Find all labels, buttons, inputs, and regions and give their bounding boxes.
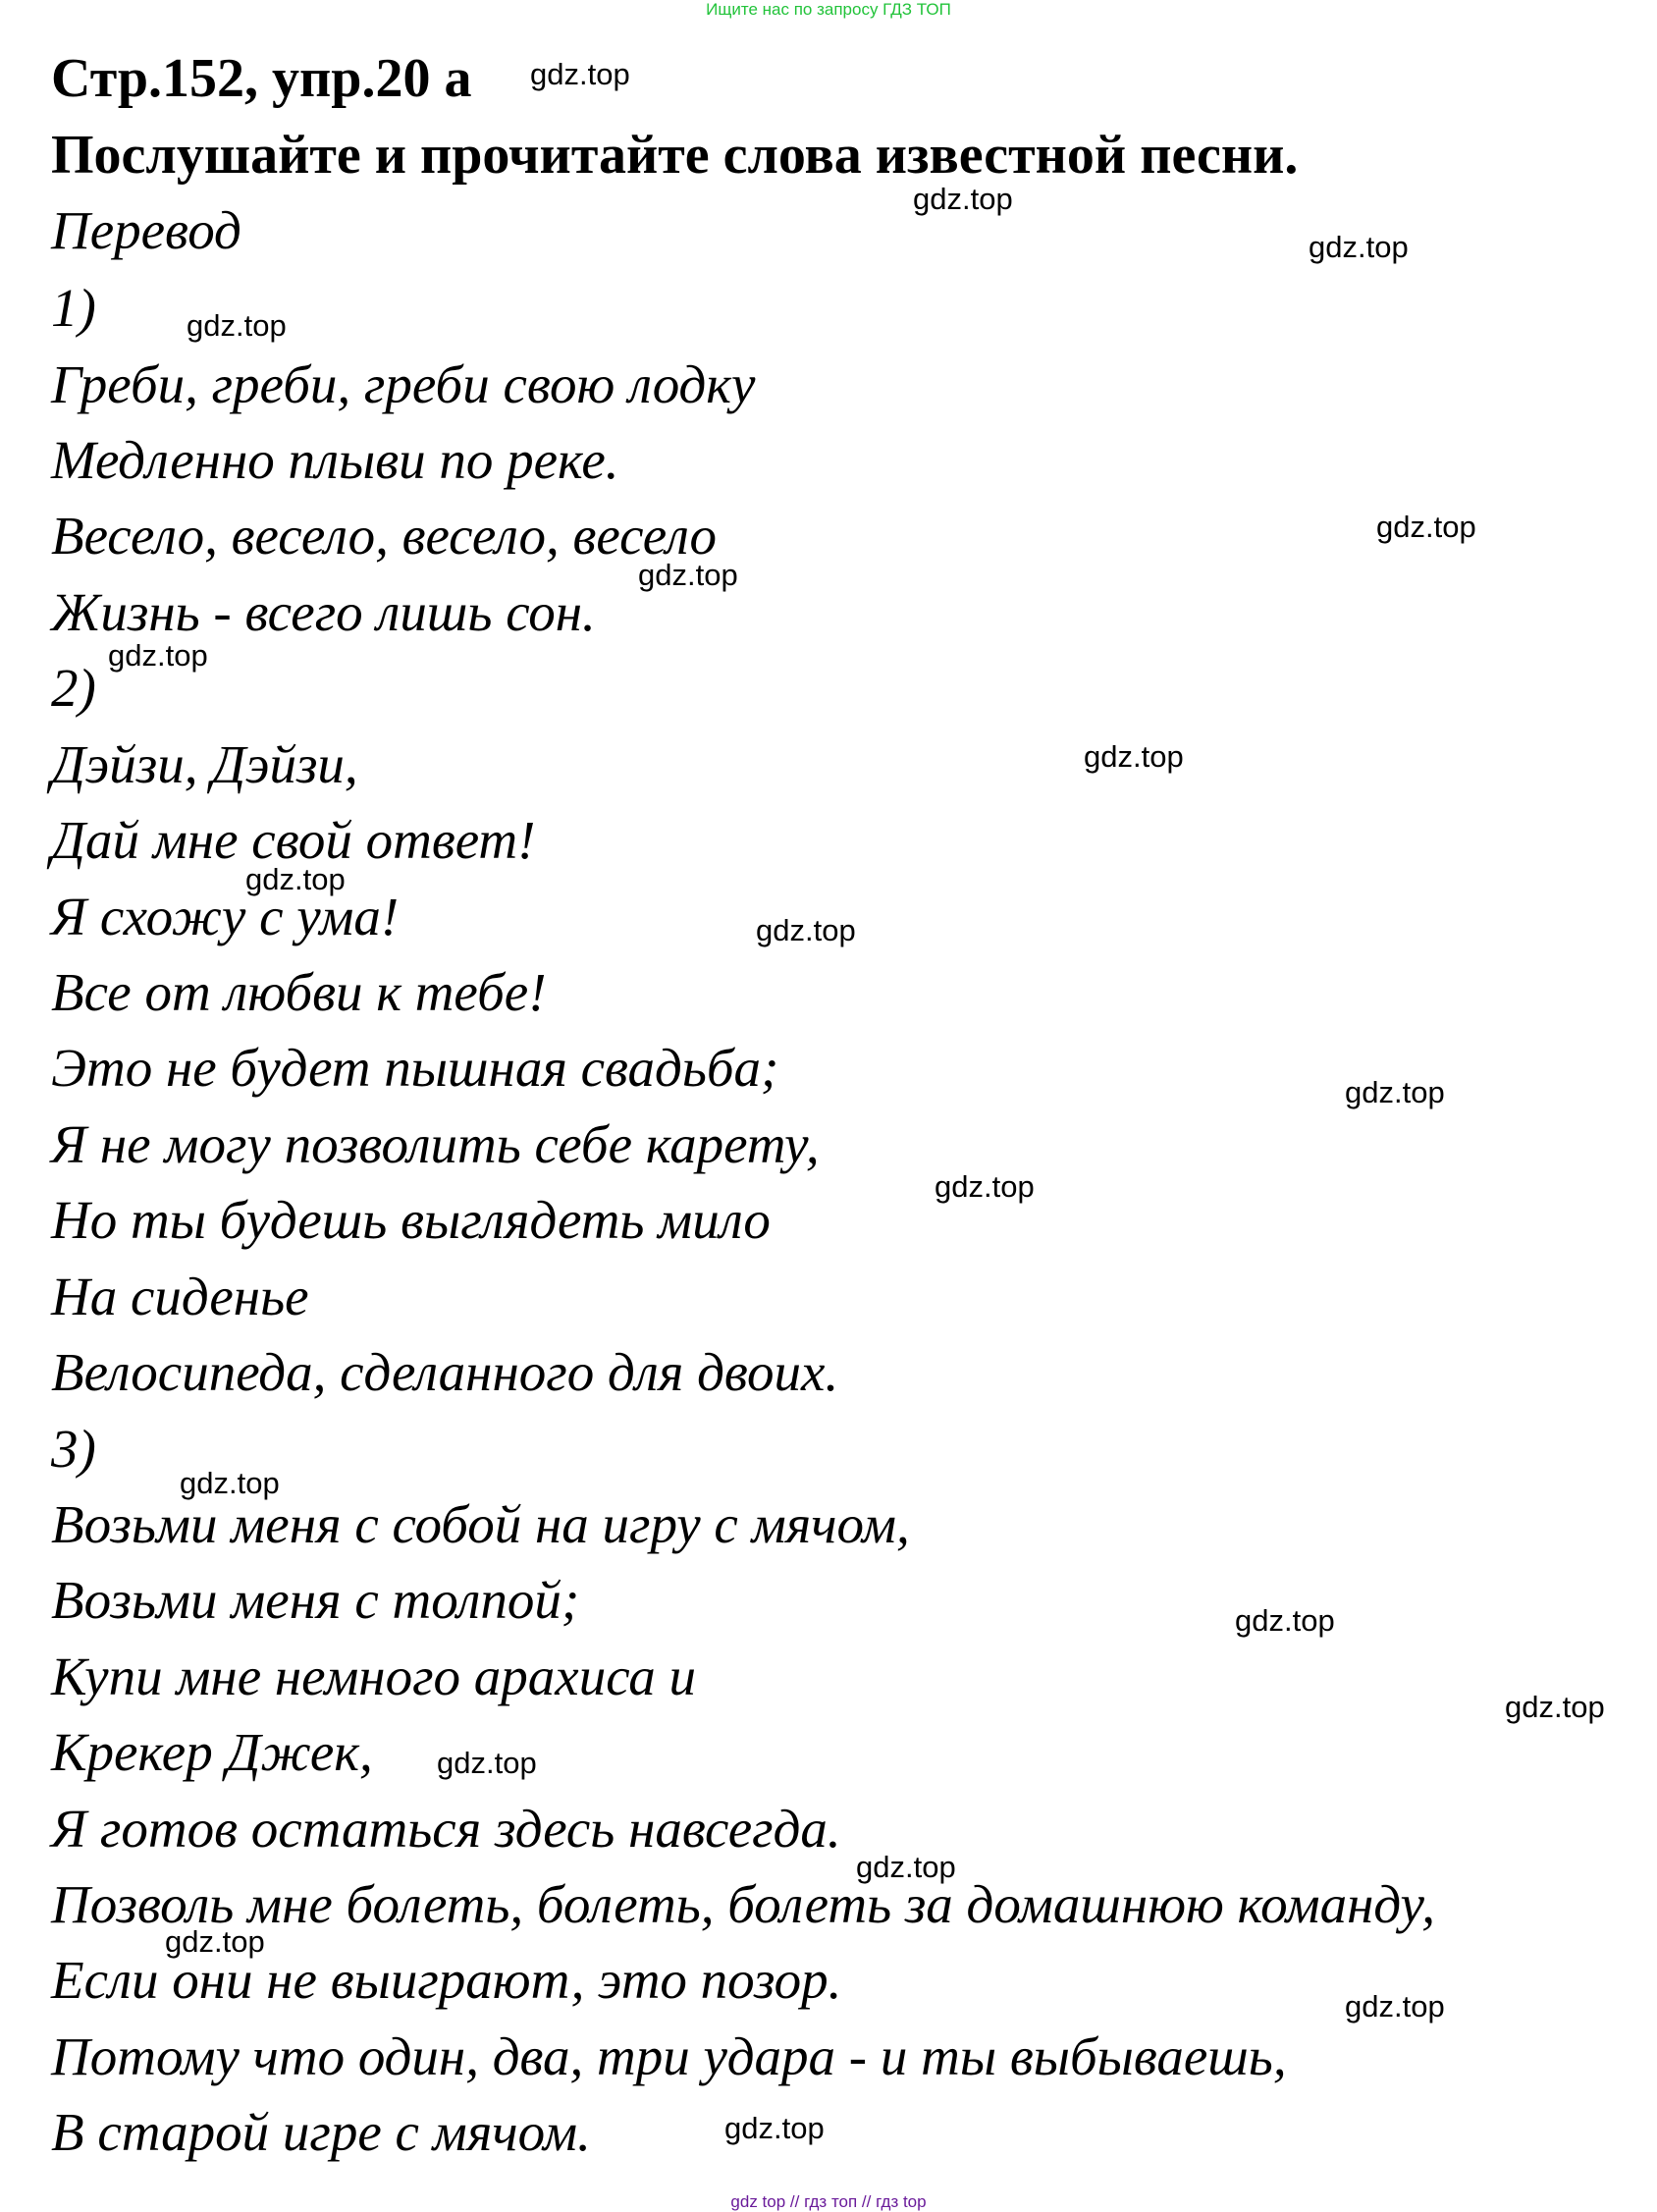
lyric-line: Велосипеда, сделанного для двоих. [51, 1342, 839, 1402]
watermark: gdz.top [1084, 739, 1184, 774]
stanza-number: 3) [51, 1419, 96, 1479]
lyric-line: В старой игре с мячом. [51, 2102, 591, 2162]
top-banner: Ищите нас по запросу ГДЗ ТОП [706, 0, 951, 19]
watermark: gdz.top [1345, 1075, 1445, 1109]
lyric-line: Все от любви к тебе! [51, 962, 547, 1022]
watermark: gdz.top [1309, 230, 1409, 264]
instruction: Послушайте и прочитайте слова известной песни. [51, 125, 1299, 186]
translation-label: Перевод [51, 200, 241, 260]
lyric-line: Медленно плыви по реке. [51, 430, 619, 490]
lyric-line: Потому что один, два, три удара - и ты выбываешь, [51, 2026, 1287, 2086]
watermark: gdz.top [1376, 510, 1476, 544]
watermark: gdz.top [724, 2111, 825, 2145]
watermark: gdz.top [180, 1466, 280, 1500]
lyric-line: Греби, греби, греби свою лодку [51, 354, 756, 414]
stanza-number: 1) [51, 278, 96, 338]
watermark: gdz.top [756, 913, 856, 947]
watermark: gdz.top [108, 638, 208, 673]
lyric-line: Но ты будешь выглядеть мило [51, 1190, 771, 1250]
watermark: gdz.top [856, 1850, 956, 1884]
lyric-line: Крекер Джек, [51, 1722, 373, 1782]
footer-watermark: gdz top // гдз топ // гдз top [730, 2192, 927, 2211]
lyric-line: Дэйзи, Дэйзи, [51, 734, 358, 794]
page-title: Стр.152, упр.20 а [51, 48, 472, 109]
watermark: gdz.top [1505, 1690, 1605, 1724]
lyric-line: Это не будет пышная свадьба; [51, 1038, 779, 1098]
watermark: gdz.top [530, 57, 630, 91]
lyric-line: Позволь мне болеть, болеть, болеть за домашнюю команду, [51, 1874, 1435, 1934]
lyric-line: Возьми меня с толпой; [51, 1570, 580, 1630]
lyric-line: На сиденье [51, 1267, 309, 1326]
lyric-line: Купи мне немного арахиса и [51, 1646, 696, 1706]
lyric-line: Если они не выиграют, это позор. [51, 1950, 842, 2010]
watermark: gdz.top [1235, 1603, 1335, 1638]
watermark: gdz.top [935, 1169, 1035, 1204]
watermark: gdz.top [165, 1924, 265, 1959]
lyric-line: Дай мне свой ответ! [51, 810, 536, 870]
lyric-line: Весело, весело, весело, весело [51, 506, 717, 566]
lyric-line: Я не могу позволить себе карету, [51, 1114, 820, 1174]
watermark: gdz.top [913, 182, 1013, 216]
lyric-line: Жизнь - всего лишь сон. [51, 582, 596, 642]
watermark: gdz.top [638, 558, 738, 592]
lyric-line: Я схожу с ума! [51, 887, 400, 946]
stanza-number: 2) [51, 658, 96, 718]
lyric-line: Я готов остаться здесь навсегда. [51, 1799, 841, 1859]
watermark: gdz.top [245, 862, 346, 896]
watermark: gdz.top [437, 1746, 537, 1780]
lyric-line: Возьми меня с собой на игру с мячом, [51, 1494, 910, 1554]
watermark: gdz.top [1345, 1989, 1445, 2023]
watermark: gdz.top [187, 308, 287, 343]
